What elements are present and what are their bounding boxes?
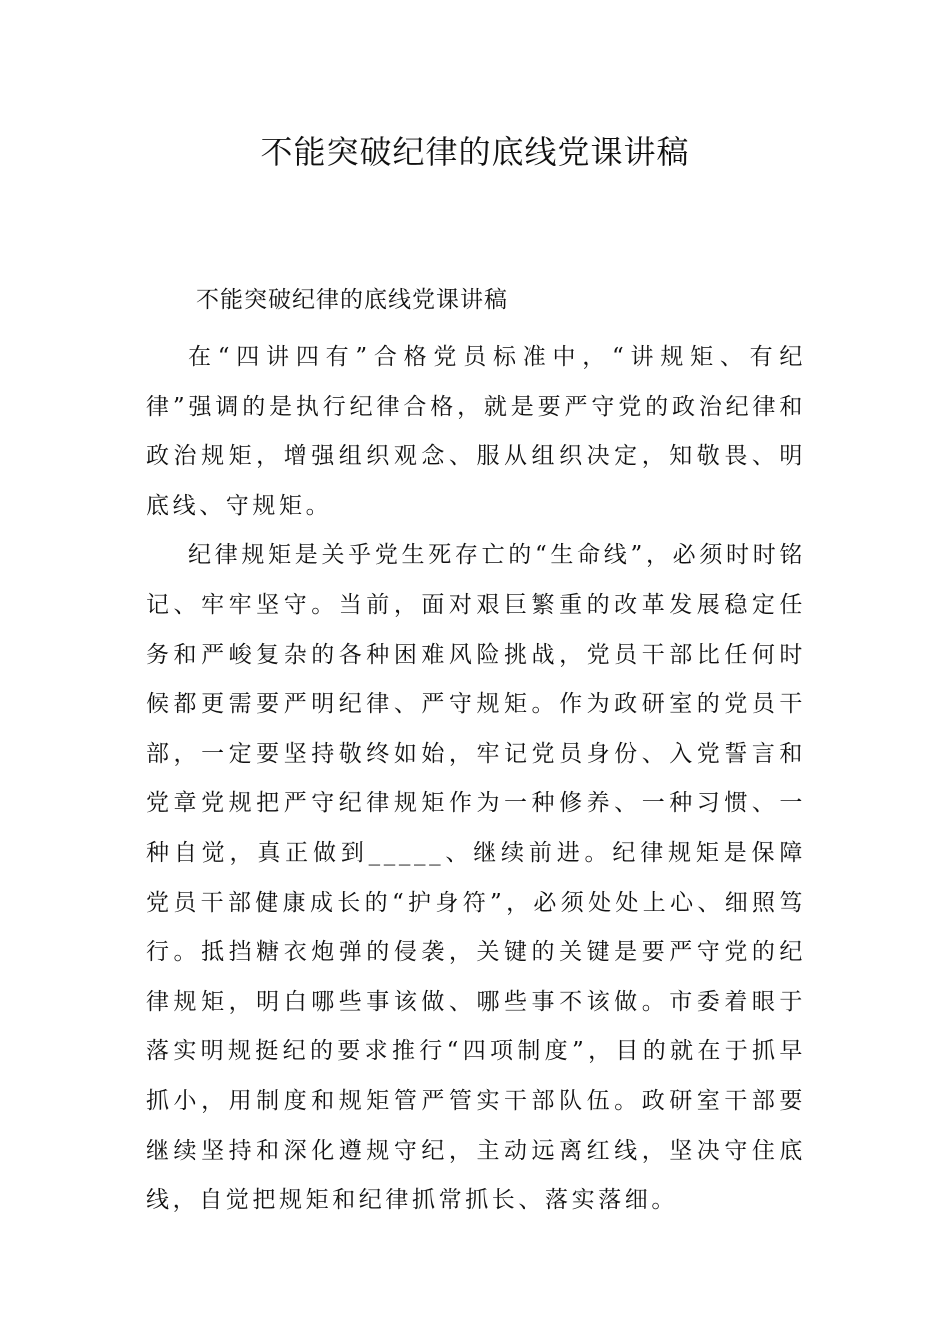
document-body <box>146 333 806 1226</box>
paragraph-2: 纪律规矩是关乎党生死存亡的“生命线”，必须时时铭记、牢牢坚守。当前，面对艰巨繁重的改革发展稳定任务和严峻复杂的各种困难风险挑战，党员干部比任何时候都更需要严明纪律、严守规矩。作为政研室的党员干部，一定要坚持敬终如始，牢记党员身份、入党誓言和党章党规把严守纪律规矩作为一种修养、一种习惯、一种自觉，真正做到_____、继续前进。纪律规矩是保障党员干部健康成长的“护身符”，必须处处上心、细照笃行。抵挡糖衣炮弹的侵袭，关键的关键是要严守党的纪律规矩，明白哪些事该做、哪些事不该做。市委着眼于落实明规挺纪的要求推行“四项制度”，目的就在于抓早抓小，用制度和规矩管严管实干部队伍。政研室干部要继续坚持和深化遵规守纪，主动远离红线，坚决守住底线，自觉把规矩和纪律抓常抓长、落实落细。 <box>146 542 806 1214</box>
paragraph-1: 在“四讲四有”合格党员标准中，“讲规矩、有纪律”强调的是执行纪律合格，就是要严守党的政治纪律和政治规矩，增强组织观念、服从组织决定，知敬畏、明底线、守规矩。 <box>146 344 806 519</box>
document-title: 不能突破纪律的底线党课讲稿 <box>260 133 690 171</box>
document-subtitle: 不能突破纪律的底线党课讲稿 <box>196 287 508 313</box>
